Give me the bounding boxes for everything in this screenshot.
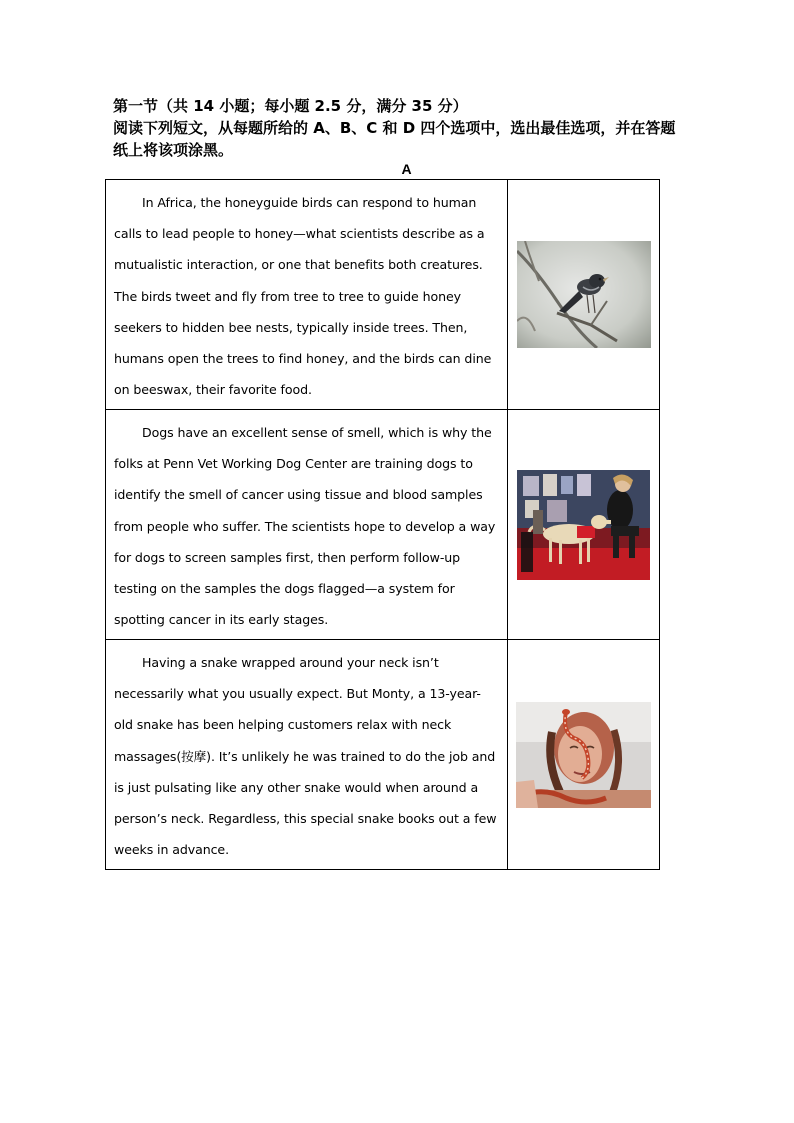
passage-row	[106, 180, 660, 410]
passage-row	[106, 640, 660, 870]
passage-table	[105, 179, 660, 870]
section-heading: 第一节（共 14 小题；每小题 2.5 分，满分 35 分）	[113, 97, 468, 115]
passage-section-label: A	[401, 161, 412, 177]
passage-3-text: Having a snake wrapped around your neck isn’t necessarily what you usually expect. But Monty, a 13-year-old snake has been helping customers relax with neck massages(按摩). It’s unlikely he was trained to do the job and is just pulsating like any other snake would when around a person’s neck. Regardless, this special snake books out a few weeks in advance.	[114, 655, 497, 858]
snake-massage-photo	[516, 702, 651, 808]
honeyguide-bird-photo	[517, 241, 651, 348]
passage-image-cell	[508, 410, 660, 640]
passage-text-cell	[106, 410, 508, 640]
passage-text-cell	[106, 640, 508, 870]
dog-training-photo	[517, 470, 650, 580]
passage-row	[106, 410, 660, 640]
passage-text-cell	[106, 180, 508, 410]
instructions-line-1: 阅读下列短文，从每题所给的 A、B、C 和 D 四个选项中，选出最佳选项，并在答题	[113, 119, 676, 137]
instructions-line-2: 纸上将该项涂黑。	[113, 141, 234, 159]
passage-image-cell	[508, 640, 660, 870]
passage-2-text: Dogs have an excellent sense of smell, which is why the folks at Penn Vet Working Dog Center are training dogs to identify the smell of cancer using tissue and blood samples from people who suffer. The scientists hope to develop a way for dogs to screen samples first, then perform follow-up testing on the samples the dogs flagged—a system for spotting cancer in its early stages.	[114, 425, 496, 628]
passage-image-cell	[508, 180, 660, 410]
passage-1-text: In Africa, the honeyguide birds can respond to human calls to lead people to honey—what scientists describe as a mutualistic interaction, or one that benefits both creatures. The birds tweet and fly from tree to tree to guide honey seekers to hidden bee nests, typically inside trees. Then, humans open the trees to find honey, and the birds can dine on beeswax, their favorite food.	[114, 195, 492, 398]
